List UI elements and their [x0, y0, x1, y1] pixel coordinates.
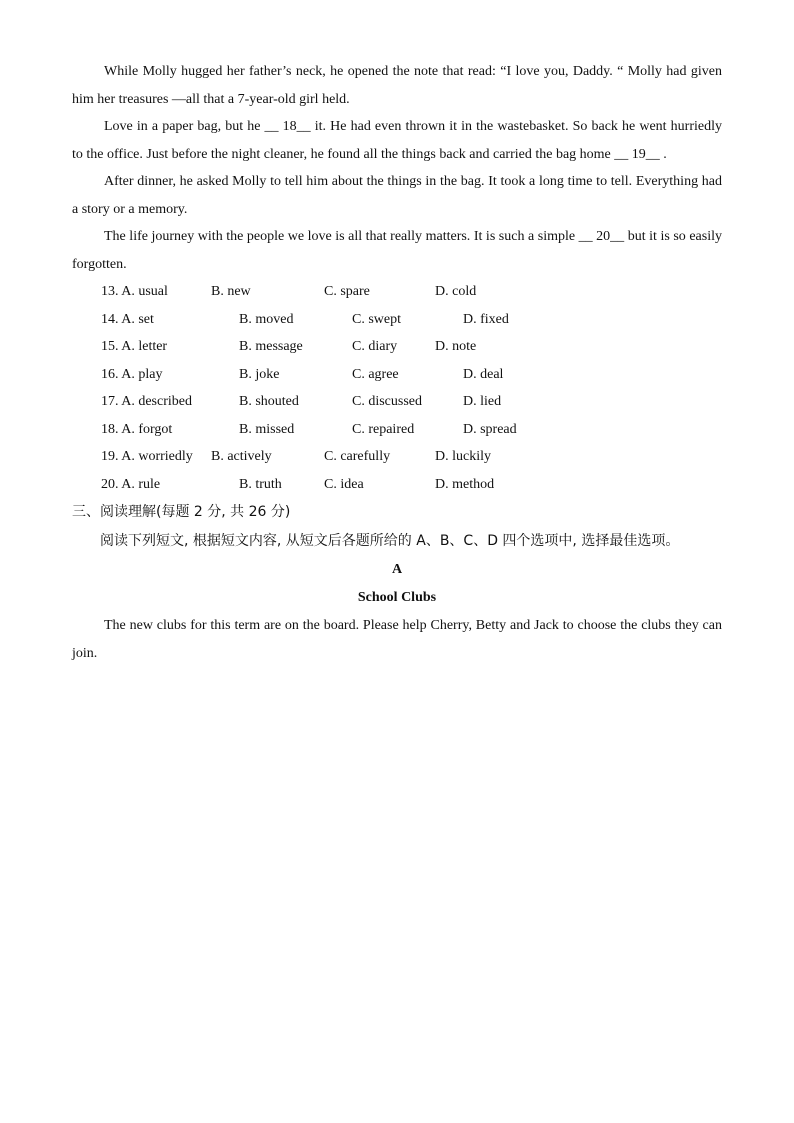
- question-row: [72, 306, 722, 334]
- section-heading: 三、阅读理解(每题 2 分, 共 26 分): [72, 504, 291, 520]
- option-c: C. repaired: [352, 421, 415, 437]
- option-d: D. method: [435, 476, 495, 492]
- paragraph: Love in a paper bag, but he __ 18__ it. He had even thrown it in the wastebasket. So back he went hurriedly to the office. Just before the night cleaner, he found all the things back and carried the bag home __ 19__ .: [72, 119, 722, 162]
- question-row: [72, 278, 722, 306]
- option-b: B. message: [239, 339, 303, 354]
- option-a: 16. A. play: [101, 366, 163, 382]
- option-c: C. discussed: [352, 394, 422, 409]
- option-d: D. fixed: [463, 311, 509, 327]
- option-a: 14. A. set: [101, 311, 154, 327]
- passage-title: School Clubs: [357, 590, 437, 605]
- question-row: [72, 471, 722, 499]
- paragraph: While Molly hugged her father’s neck, he opened the note that read: “I love you, Daddy. “ Molly had given him her treasures —all that a 7-year-old girl held.: [72, 64, 722, 107]
- option-d: D. note: [435, 339, 477, 354]
- option-b: B. new: [211, 284, 251, 299]
- question-row: [72, 416, 722, 444]
- option-a: 15. A. letter: [101, 339, 168, 354]
- option-a: 18. A. forgot: [101, 421, 173, 437]
- option-d: D. deal: [463, 366, 504, 382]
- option-b: B. actively: [211, 449, 272, 464]
- option-b: B. shouted: [239, 394, 299, 409]
- question-row: [72, 443, 722, 471]
- option-d: D. spread: [463, 421, 517, 437]
- option-d: D. luckily: [435, 449, 491, 464]
- option-b: B. truth: [239, 476, 282, 492]
- option-b: B. moved: [239, 311, 294, 327]
- option-d: D. cold: [435, 284, 477, 299]
- paragraph: After dinner, he asked Molly to tell him about the things in the bag. It took a long time to tell. Everything had a story or a memory.: [72, 174, 722, 217]
- option-c: C. agree: [352, 366, 399, 382]
- option-b: B. joke: [239, 366, 280, 382]
- section-instructions: 阅读下列短文, 根据短文内容, 从短文后各题所给的 A、B、C、D 四个选项中, 选择最佳选项。: [100, 533, 680, 549]
- option-c: C. spare: [324, 284, 370, 299]
- option-d: D. lied: [463, 394, 502, 409]
- option-c: C. idea: [324, 476, 364, 492]
- question-row: [72, 388, 722, 416]
- question-row: [72, 333, 722, 361]
- passage-intro: The new clubs for this term are on the board. Please help Cherry, Betty and Jack to choose the clubs they can join.: [72, 618, 722, 661]
- cloze-options-list: [72, 278, 722, 498]
- question-row: [72, 361, 722, 389]
- option-c: C. swept: [352, 311, 401, 327]
- option-a: 13. A. usual: [101, 284, 168, 299]
- option-a: 20. A. rule: [101, 476, 161, 492]
- option-a: 17. A. described: [101, 394, 192, 409]
- paragraph: The life journey with the people we love is all that really matters. It is such a simple __ 20__ but it is so easily forgotten.: [72, 229, 722, 272]
- document-page: [72, 58, 722, 667]
- option-b: B. missed: [239, 421, 295, 437]
- option-c: C. diary: [352, 339, 398, 354]
- option-a: 19. A. worriedly: [101, 449, 193, 464]
- option-c: C. carefully: [324, 449, 391, 464]
- passage-letter: A: [391, 562, 403, 577]
